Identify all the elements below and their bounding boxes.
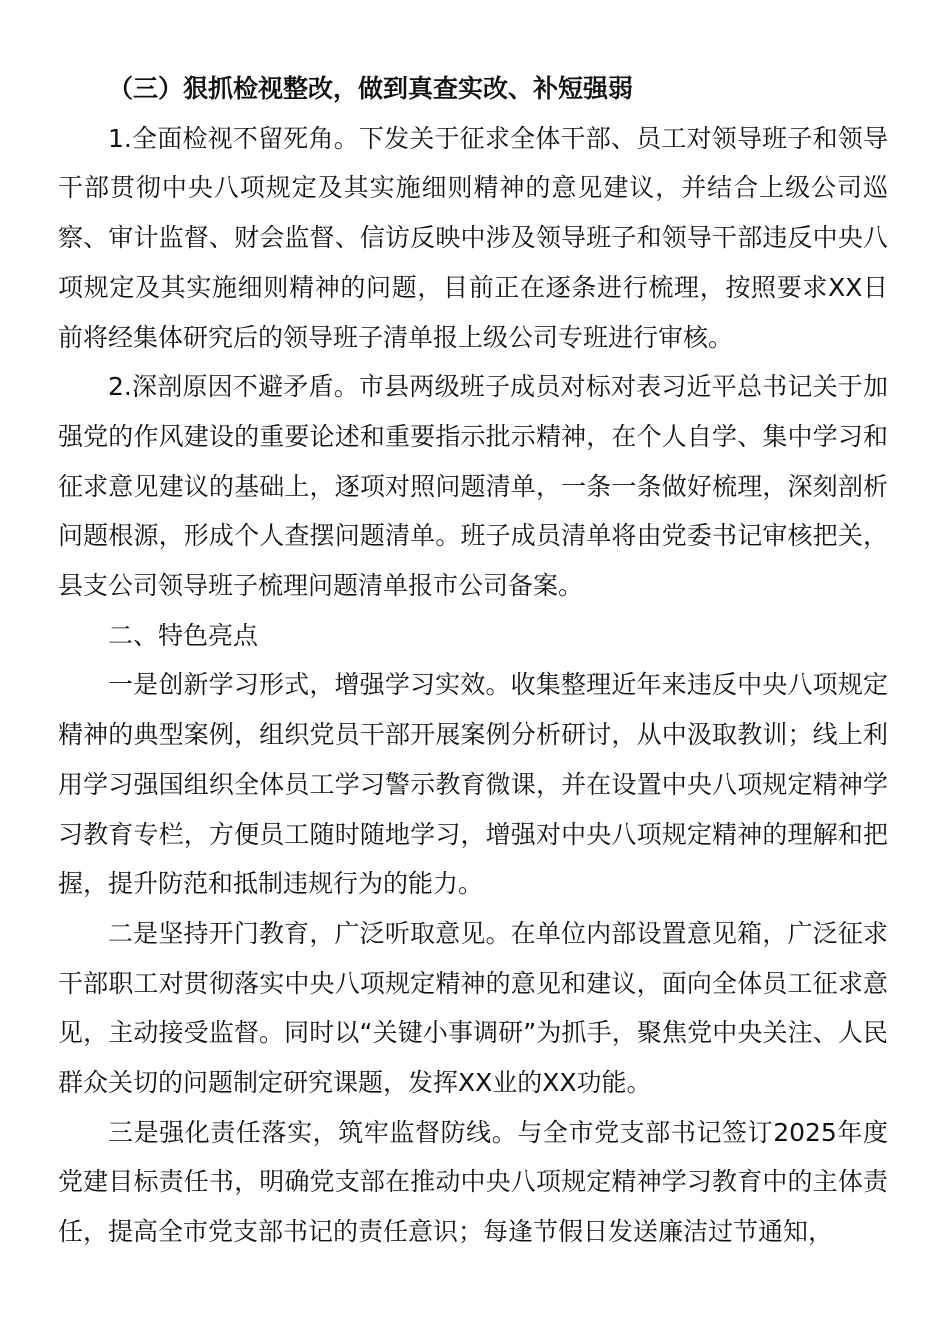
paragraph-highlight-2: 二是坚持开门教育，广泛听取意见。在单位内部设置意见箱，广泛征求干部职工对贯彻落实中央八项规定精神的意见和建议，面向全体员工征求意见，主动接受监督。同时以“关键小事调研”为抓手，聚焦党中央关注、人民群众关切的问题制定研究课题，发挥XX业的XX功能。	[58, 918, 888, 1098]
paragraph-comprehensive-review: 1.全面检视不留死角。下发关于征求全体干部、员工对领导班子和领导干部贯彻中央八项规定及其实施细则精神的意见建议，并结合上级公司巡察、审计监督、财会监督、信访反映中涉及领导班子和领导干部违反中央八项规定及其实施细则精神的问题，目前正在逐条进行梳理，按照要求XX日前将经集体研究后的领导班子清单报上级公司专班进行审核。	[58, 123, 888, 352]
paragraph-highlight-1: 一是创新学习形式，增强学习实效。收集整理近年来违反中央八项规定精神的典型案例，组织党员干部开展案例分析研讨，从中汲取教训；线上利用学习强国组织全体员工学习警示教育微课，并在设置中央八项规定精神学习教育专栏，方便员工随时随地学习，增强对中央八项规定精神的理解和把握，提升防范和抵制违规行为的能力。	[58, 670, 888, 899]
paragraph-highlight-3: 三是强化责任落实，筑牢监督防线。与全市党支部书记签订2025年度党建目标责任书，明确党支部在推动中央八项规定精神学习教育中的主体责任，提高全市党支部书记的责任意识；每逢节假日发送廉洁过节通知，	[58, 1117, 888, 1247]
paragraph-root-cause-analysis: 2.深剖原因不避矛盾。市县两级班子成员对标对表习近平总书记关于加强党的作风建设的重要论述和重要指示批示精神，在个人自学、集中学习和征求意见建议的基础上，逐项对照问题清单，一条一条做好梳理，深刻剖析问题根源，形成个人查摆问题清单。班子成员清单将由党委书记审核把关，县支公司领导班子梳理问题清单报市公司备案。	[58, 372, 888, 601]
section-heading-highlights: 二、特色亮点	[108, 620, 259, 650]
section-heading-3: （三）狠抓检视整改，做到真查实改、补短强弱	[108, 74, 634, 103]
document-body	[58, 64, 888, 1257]
